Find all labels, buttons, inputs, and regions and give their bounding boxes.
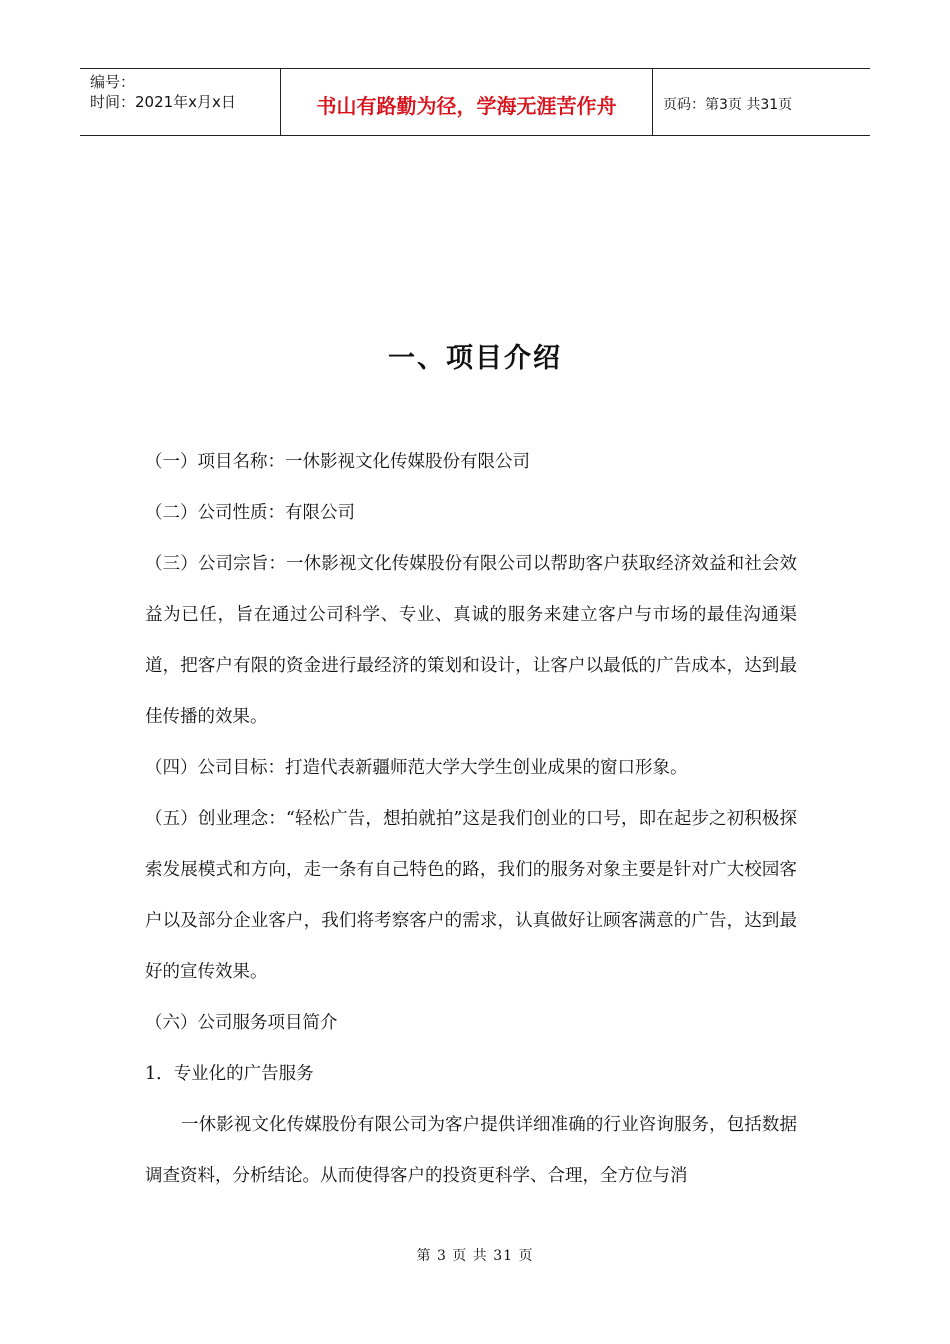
header-motto: 书山有路勤为径，学海无涯苦作舟 bbox=[281, 69, 653, 135]
document-number-label: 编号： bbox=[90, 73, 136, 91]
paragraph-company-goal: （四）公司目标：打造代表新疆师范大学大学生创业成果的窗口形象。 bbox=[145, 758, 688, 778]
paragraph-service-item-1: 1．专业化的广告服务 bbox=[145, 1064, 314, 1084]
document-date-label: 时间：2021年x月x日 bbox=[90, 93, 236, 111]
paragraph-company-type: （二）公司性质：有限公司 bbox=[145, 503, 355, 523]
document-body bbox=[145, 437, 797, 1202]
paragraph-business-philosophy: （五）创业理念：“轻松广告，想拍就拍”这是我们创业的口号，即在起步之初积极探索发展模式和方向，走一条有自己特色的路，我们的服务对象主要是针对广大校园客户以及部分企业客户，我们将考察客户的需求，认真做好让顾客满意的广告，达到最好的宣传效果。 bbox=[145, 809, 797, 982]
page-footer: 第 3 页 共 31 页 bbox=[416, 1248, 534, 1264]
paragraph-company-purpose: （三）公司宗旨：一休影视文化传媒股份有限公司以帮助客户获取经济效益和社会效益为已任，旨在通过公司科学、专业、真诚的服务来建立客户与市场的最佳沟通渠道，把客户有限的资金进行最经济的策划和设计，让客户以最低的广告成本，达到最佳传播的效果。 bbox=[145, 554, 797, 727]
header-meta bbox=[80, 69, 281, 135]
section-title: 一、项目介绍 bbox=[388, 343, 562, 374]
paragraph-services-heading: （六）公司服务项目简介 bbox=[145, 1013, 338, 1033]
paragraph-service-description: 一休影视文化传媒股份有限公司为客户提供详细准确的行业咨询服务，包括数据调查资料，分析结论。从而使得客户的投资更科学、合理，全方位与消 bbox=[145, 1115, 797, 1186]
page-header bbox=[80, 68, 870, 136]
header-page-number: 页码：第3页 共31页 bbox=[663, 97, 793, 113]
paragraph-project-name: （一）项目名称：一休影视文化传媒股份有限公司 bbox=[145, 452, 530, 472]
